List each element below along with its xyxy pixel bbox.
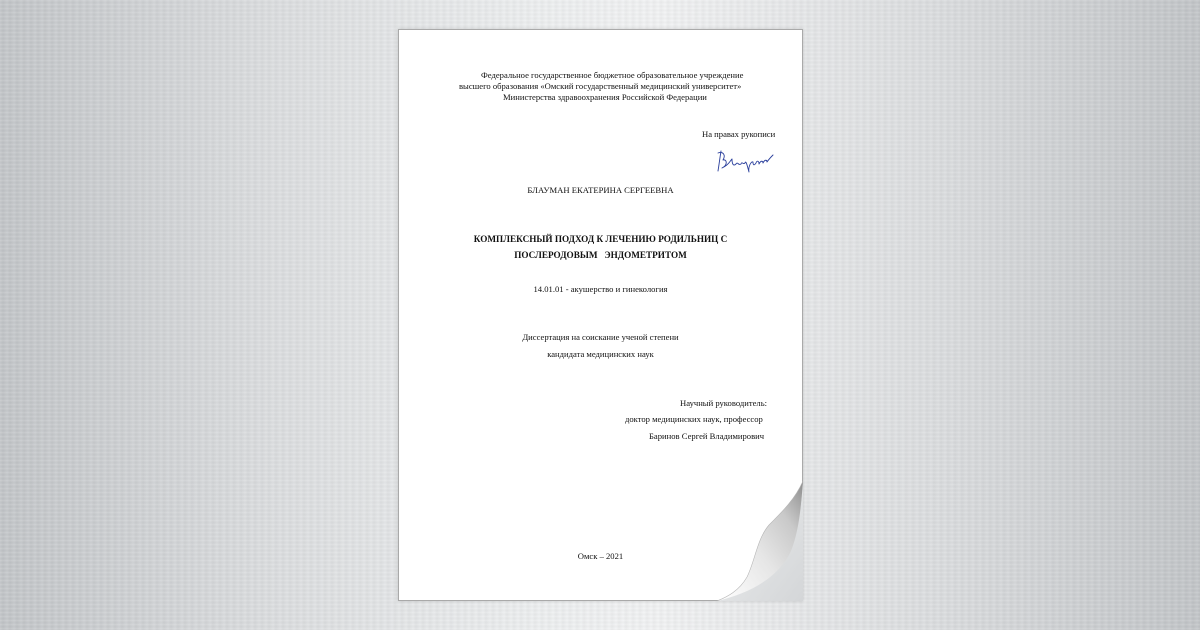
institution-line-1: Федеральное государственное бюджетное образовательное учреждение xyxy=(481,70,744,80)
rights-note: На правах рукописи xyxy=(702,129,776,139)
supervisor-name: Баринов Сергей Владимирович xyxy=(649,431,765,441)
dissertation-title-line-1: КОМПЛЕКСНЫЙ ПОДХОД К ЛЕЧЕНИЮ РОДИЛЬНИЦ С xyxy=(473,234,728,244)
supervisor-degree: доктор медицинских наук, профессор xyxy=(625,414,763,424)
institution-line-2: высшего образования «Омский государственный медицинский университет» xyxy=(459,81,742,91)
document-page xyxy=(398,29,803,601)
degree-line-1: Диссертация на соискание ученой степени xyxy=(522,332,679,342)
dissertation-title-line-2: ПОСЛЕРОДОВЫМ ЭНДОМЕТРИТОМ xyxy=(514,250,687,260)
institution-line-3: Министерства здравоохранения Российской Федерации xyxy=(503,92,707,102)
supervisor-label: Научный руководитель: xyxy=(680,398,768,408)
signature-icon xyxy=(715,147,775,177)
page-curl-icon xyxy=(717,481,803,601)
specialty-code: 14.01.01 - акушерство и гинекология xyxy=(533,284,668,294)
city-year: Омск – 2021 xyxy=(577,551,624,561)
degree-line-2: кандидата медицинских наук xyxy=(547,349,654,359)
author-name: БЛАУМАН ЕКАТЕРИНА СЕРГЕЕВНА xyxy=(527,185,674,195)
